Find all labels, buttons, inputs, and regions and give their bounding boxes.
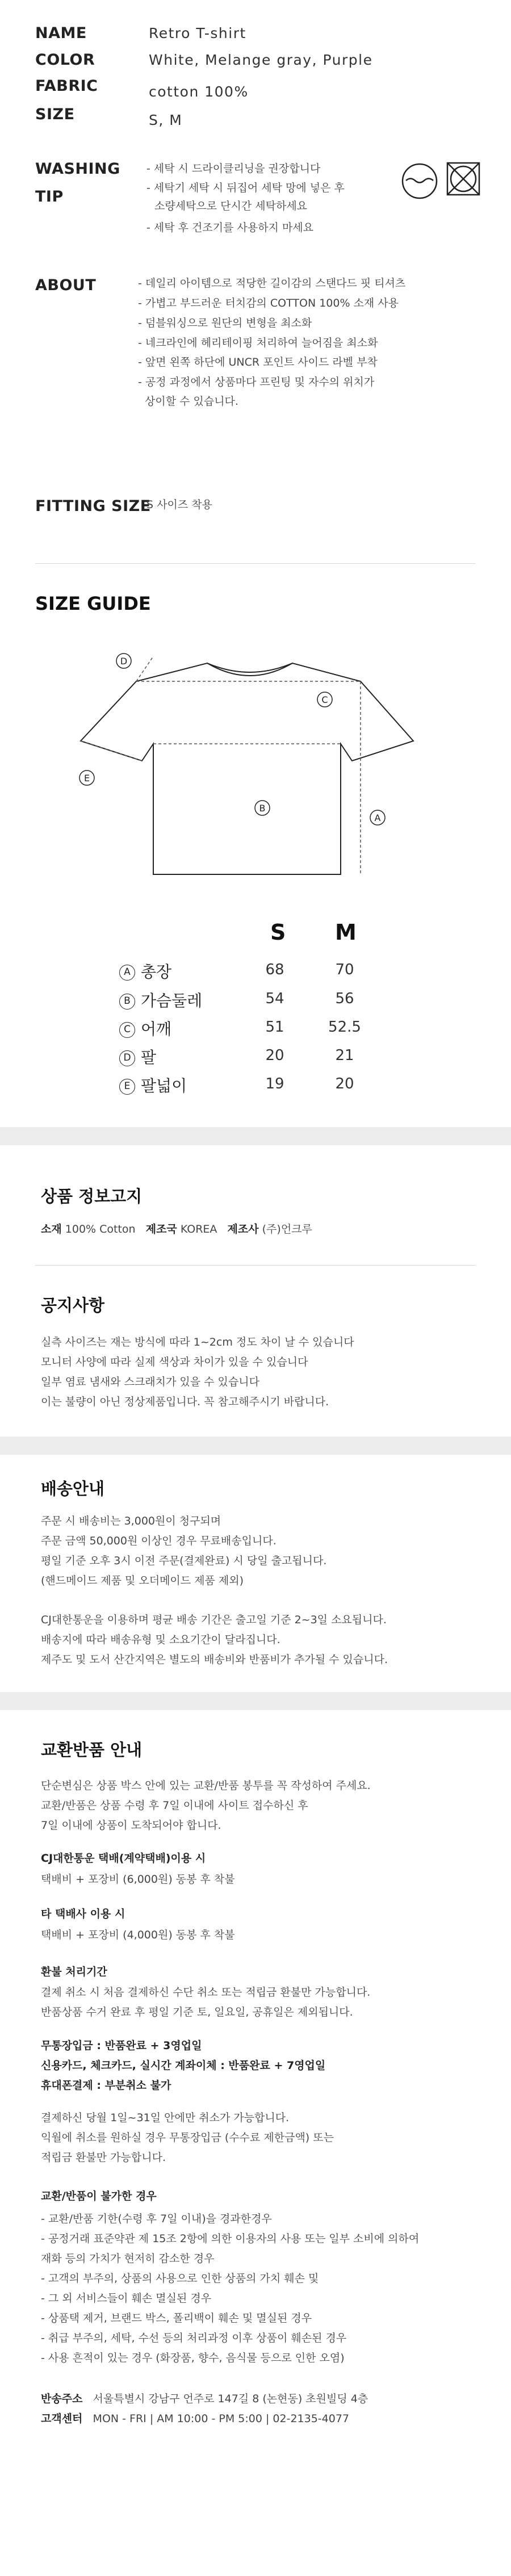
about-label: ABOUT (35, 277, 97, 294)
row-name: 팔 (141, 1048, 157, 1067)
size-row (119, 988, 202, 1011)
address-value: 서울특별시 강남구 언주로 147길 8 (논현동) 초원빌딩 4층 (93, 2393, 368, 2405)
shipping-line: 평일 기준 오후 3시 이전 주문(결제완료) 시 당일 출고됩니다. (41, 1555, 327, 1567)
not-allowed-item: - 교환/반품 기한(수령 후 7일 이내)을 경과한경우 (41, 2213, 272, 2225)
size-row (119, 960, 171, 982)
shipping-line: 주문 금액 50,000원 이상인 경우 무료배송입니다. (41, 1535, 277, 1547)
size-m-value: 56 (335, 990, 354, 1007)
no-tumble-dry-icon (446, 161, 481, 196)
fitting-value: S 사이즈 착용 (146, 499, 212, 511)
mobile-detail: 결제하신 당월 1일~31일 안에만 취소가 가능합니다. (41, 2112, 290, 2124)
shipping-line: CJ대한통운을 이용하며 평균 배송 기간은 출고일 기준 2~3일 소요됩니다. (41, 1614, 387, 1626)
size-guide-title: SIZE GUIDE (35, 593, 151, 614)
row-marker: D (119, 1050, 135, 1066)
cj-title: CJ대한통운 택배(계약택배)이용 시 (41, 1852, 206, 1865)
size-m-value: 20 (335, 1075, 354, 1092)
about-line: - 앞면 왼쪽 하단에 UNCR 포인트 사이드 라벨 부착 (138, 356, 378, 368)
not-allowed-item: - 공정거래 표준약관 제 15조 2항에 의한 이용자의 사용 또는 일부 소비에 의하여 (41, 2232, 420, 2245)
address-label: 반송주소 (41, 2393, 83, 2405)
washing-line: - 세탁 시 드라이클리닝을 권장합니다 (146, 162, 321, 175)
shipping-line: (핸드메이드 제품 및 오더메이드 제품 제외) (41, 1574, 244, 1587)
not-allowed-item: 재화 등의 가치가 현저히 감소한 경우 (41, 2252, 215, 2265)
material-value: 100% Cotton (65, 1223, 136, 1235)
refund-line: 반품상품 수거 완료 후 평일 기준 토, 일요일, 공휴일은 제외됩니다. (41, 2006, 353, 2018)
size-label: SIZE (35, 106, 75, 123)
svg-text:E: E (83, 773, 90, 784)
name-label: NAME (35, 24, 87, 42)
shipping-title: 배송안내 (41, 1479, 105, 1498)
not-allowed-item: - 고객의 부주의, 상품의 사용으로 인한 상품의 가치 훼손 및 (41, 2272, 319, 2285)
section-band (0, 1692, 511, 1710)
tip-label: TIP (35, 188, 64, 206)
notice-line (41, 1221, 312, 1238)
marker-c (317, 692, 332, 707)
name-value: Retro T-shirt (149, 25, 246, 41)
about-line: - 덤블워싱으로 원단의 변형을 최소화 (138, 317, 312, 329)
mobile-detail: 익월에 취소를 원하실 경우 무통장입금 (수수료 제한금액) 또는 (41, 2131, 334, 2144)
tshirt-diagram (68, 647, 432, 886)
shipping-line: 주문 시 배송비는 3,000원이 청구되며 (41, 1515, 221, 1527)
size-m-value: 52.5 (328, 1019, 361, 1036)
size-value: S, M (149, 112, 183, 128)
size-row (119, 1017, 171, 1040)
returns-title: 교환반품 안내 (41, 1740, 143, 1760)
row-name: 가슴둘레 (141, 991, 203, 1010)
marker-a (370, 810, 385, 825)
card-line: 신용카드, 체크카드, 실시간 계좌이체 : 반품완료 + 7영업일 (41, 2059, 326, 2072)
about-line: 상이할 수 있습니다. (145, 395, 238, 408)
returns-intro: 교환/반품은 상품 수령 후 7일 이내에 사이트 접수하신 후 (41, 1799, 308, 1812)
deposit-line: 무통장입금 : 반품완료 + 3영업일 (41, 2039, 202, 2052)
fabric-label: FABRIC (35, 77, 98, 95)
svg-text:C: C (321, 694, 328, 705)
maker-value: (주)언크루 (262, 1223, 312, 1235)
size-m-value: 21 (335, 1047, 354, 1064)
divider (35, 1265, 476, 1266)
other-title: 타 택배사 이용 시 (41, 1908, 125, 1920)
color-label: COLOR (35, 51, 95, 69)
center-label: 고객센터 (41, 2412, 83, 2425)
row-marker: E (119, 1079, 135, 1095)
size-s-value: 51 (265, 1019, 284, 1036)
size-col-s: S (270, 920, 286, 945)
row-marker: A (119, 965, 135, 981)
row-name: 총장 (141, 962, 172, 981)
section-band (0, 1436, 511, 1455)
washing-line: 소량세탁으로 단시간 세탁하세요 (154, 200, 308, 212)
announcement-line: 일부 염료 냄새와 스크래치가 있을 수 있습니다 (41, 1376, 259, 1388)
size-m-value: 70 (335, 961, 354, 978)
not-allowed-item: - 사용 흔적이 있는 경우 (화장품, 향수, 음식물 등으로 인한 오염) (41, 2352, 345, 2364)
row-marker: B (119, 994, 135, 1010)
country-label: 제조국 (145, 1223, 177, 1235)
not-allowed-title: 교환/반품이 불가한 경우 (41, 2190, 157, 2202)
not-allowed-item: - 그 외 서비스들이 훼손 멸실된 경우 (41, 2292, 212, 2305)
svg-text:D: D (120, 656, 128, 667)
marker-d (116, 654, 131, 668)
about-line: - 네크라인에 헤리테이핑 처리하여 늘어짐을 최소화 (138, 337, 378, 349)
returns-intro: 7일 이내에 상품이 도착되어야 합니다. (41, 1819, 221, 1832)
maker-label: 제조사 (227, 1223, 259, 1235)
row-name: 어깨 (141, 1020, 172, 1038)
mobile-line: 휴대폰결제 : 부분취소 불가 (41, 2079, 171, 2092)
hand-wash-icon (400, 162, 440, 202)
address-line (41, 2390, 368, 2408)
refund-title: 환불 처리기간 (41, 1966, 107, 1978)
about-line: - 가볍고 부드러운 터치감의 COTTON 100% 소재 사용 (138, 297, 399, 309)
about-line: - 데일리 아이템으로 적당한 길이감의 스탠다드 핏 티셔츠 (138, 277, 406, 290)
material-label: 소재 (41, 1223, 62, 1235)
center-line (41, 2410, 349, 2428)
not-allowed-item: - 상품택 제거, 브랜드 박스, 폴리백이 훼손 및 멸실된 경우 (41, 2312, 312, 2324)
center-value: MON - FRI | AM 10:00 - PM 5:00 | 02-2135-4077 (93, 2412, 350, 2425)
size-s-value: 54 (265, 990, 284, 1007)
fitting-label: FITTING SIZE (35, 497, 151, 515)
mobile-detail: 적립금 환불만 가능합니다. (41, 2151, 166, 2164)
washing-label: WASHING (35, 160, 120, 178)
color-value: White, Melange gray, Purple (149, 52, 373, 68)
about-line: - 공정 과정에서 상품마다 프린팅 및 자수의 위치가 (138, 376, 375, 388)
svg-text:B: B (259, 803, 266, 814)
cj-fee: 택배비 + 포장비 (6,000원) 동봉 후 착불 (41, 1873, 235, 1886)
not-allowed-item: - 취급 부주의, 세탁, 수선 등의 처리과정 이후 상품이 훼손된 경우 (41, 2332, 347, 2344)
returns-intro: 단순변심은 상품 박스 안에 있는 교환/반품 봉투를 꼭 작성하여 주세요. (41, 1779, 371, 1792)
washing-line: - 세탁기 세탁 시 뒤집어 세탁 망에 넣은 후 (146, 182, 345, 194)
other-fee: 택배비 + 포장비 (4,000원) 동봉 후 착불 (41, 1929, 235, 1941)
announcement-title: 공지사항 (41, 1296, 105, 1315)
svg-text:A: A (374, 812, 381, 823)
row-name: 팔넓이 (141, 1077, 187, 1095)
size-s-value: 19 (265, 1075, 284, 1092)
size-s-value: 68 (265, 961, 284, 978)
size-row (119, 1074, 187, 1096)
fabric-value: cotton 100% (149, 83, 249, 100)
announcement-line: 모니터 사양에 따라 실제 색상과 차이가 있을 수 있습니다 (41, 1356, 308, 1368)
row-marker: C (119, 1022, 135, 1038)
section-band (0, 1127, 511, 1145)
marker-b (255, 801, 270, 815)
notice-title: 상품 정보고지 (41, 1187, 143, 1206)
size-s-value: 20 (265, 1047, 284, 1064)
marker-e (79, 770, 94, 785)
country-value: KOREA (180, 1223, 217, 1235)
shipping-line: 배송지에 따라 배송유형 및 소요기간이 달라집니다. (41, 1633, 280, 1646)
divider (35, 563, 476, 564)
announcement-line: 이는 불량이 아닌 정상제품입니다. 꼭 참고해주시기 바랍니다. (41, 1396, 329, 1408)
size-col-m: M (335, 920, 357, 945)
washing-line: - 세탁 후 건조기를 사용하지 마세요 (146, 221, 314, 234)
announcement-line: 실측 사이즈는 재는 방식에 따라 1~2cm 정도 차이 날 수 있습니다 (41, 1336, 354, 1348)
size-row (119, 1045, 156, 1068)
shipping-line: 제주도 및 도서 산간지역은 별도의 배송비와 반품비가 추가될 수 있습니다. (41, 1653, 388, 1666)
refund-line: 결제 취소 시 처음 결제하신 수단 취소 또는 적립금 환불만 가능합니다. (41, 1986, 371, 1999)
